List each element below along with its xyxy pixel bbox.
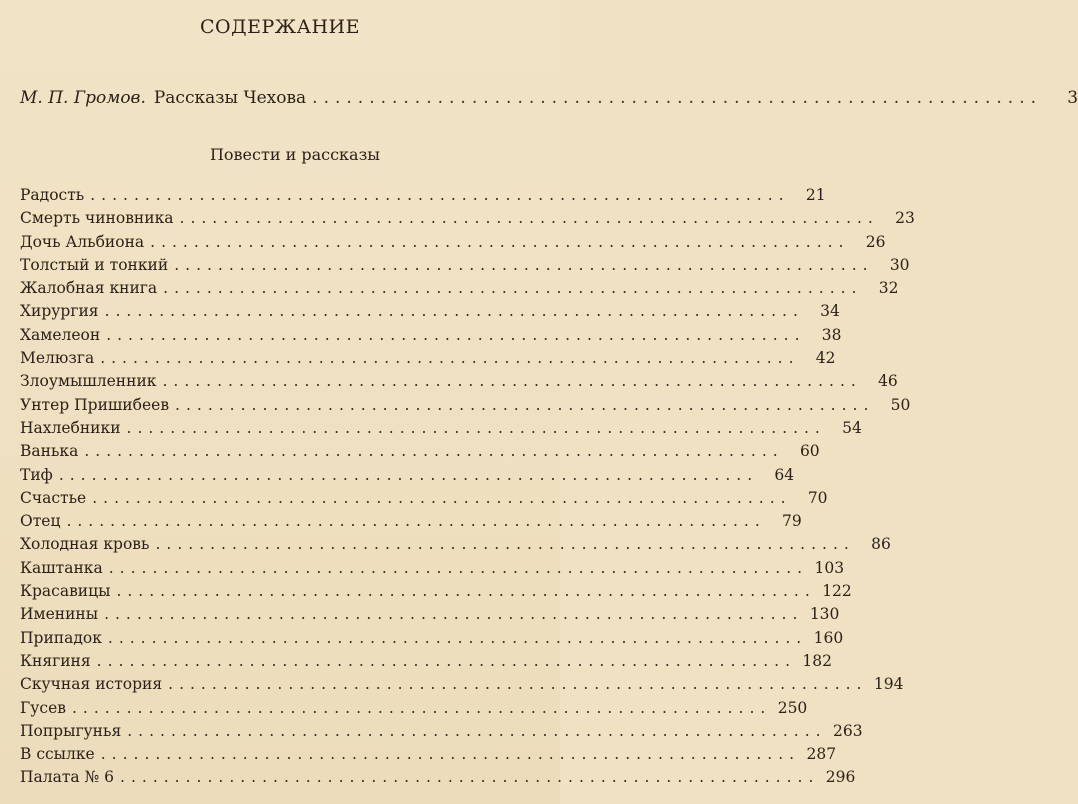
dot-leader: ................................................................ xyxy=(58,465,759,484)
toc-entry xyxy=(20,232,886,256)
toc-entry-title: В ссылке xyxy=(20,745,95,764)
toc-entry-page-number: 42 xyxy=(815,349,836,368)
toc-entry-title: Гусев xyxy=(20,698,66,717)
section-heading: Повести и рассказы xyxy=(209,145,381,164)
dot-leader: ................................................................ xyxy=(150,232,850,251)
toc-entry-page-number: 26 xyxy=(865,232,886,251)
toc-entry xyxy=(20,349,836,372)
dot-leader: ................................................................ xyxy=(108,558,809,577)
toc-entry-page-number: 79 xyxy=(782,512,802,531)
toc-entry xyxy=(20,279,899,302)
toc-entry xyxy=(20,535,891,558)
intro-author: М. П. Громов. xyxy=(20,88,146,108)
toc-entry-page-number: 38 xyxy=(821,325,842,344)
toc-entry-page-number: 46 xyxy=(878,372,898,391)
intro-entry xyxy=(20,88,1078,108)
dot-leader: ................................................................ xyxy=(100,745,801,764)
dot-leader: ................................................................ xyxy=(162,372,862,391)
dot-leader: ................................................................ xyxy=(179,209,879,228)
toc-entry-page-number: 32 xyxy=(878,279,899,298)
dot-leader: ................................................................ xyxy=(107,628,808,647)
dot-leader: ................................................................ xyxy=(92,488,792,507)
toc-entry-title: Радость xyxy=(20,186,85,204)
intro-work-title: Рассказы Чехова xyxy=(153,88,307,108)
toc-entry-page-number: 30 xyxy=(889,255,910,274)
toc-entry-title: Каштанка xyxy=(20,558,103,577)
dot-leader: ................................................................ xyxy=(175,395,875,414)
dot-leader: ................................................................ xyxy=(66,512,766,531)
toc-entry-page-number: 194 xyxy=(873,675,904,694)
toc-entry-page-number: 296 xyxy=(825,768,856,787)
toc-entry xyxy=(20,418,862,442)
dot-leader: ................................................................ xyxy=(106,325,806,344)
toc-entry xyxy=(20,768,856,791)
toc-entry-title: Хирургия xyxy=(20,302,99,321)
toc-entry-page-number: 23 xyxy=(895,209,915,228)
toc-entry-title: Именины xyxy=(20,605,99,624)
dot-leader: ................................................................ xyxy=(104,302,804,321)
dot-leader: ................................................................ xyxy=(100,349,800,368)
toc-entry-title: Припадок xyxy=(20,628,102,647)
toc-entry-page-number: 287 xyxy=(806,745,837,764)
toc-entry-page-number: 64 xyxy=(774,465,795,484)
toc-entry xyxy=(20,325,842,349)
toc-entry-title: Красавицы xyxy=(20,582,111,601)
dot-leader: ................................................................ xyxy=(312,88,1043,108)
toc-entry-title: Отец xyxy=(20,512,61,531)
dot-leader: ................................................................ xyxy=(120,768,820,787)
toc-entry-title: Попрыгунья xyxy=(20,721,122,740)
dot-leader: ................................................................ xyxy=(90,186,790,204)
toc-entry xyxy=(20,302,840,325)
toc-entry-title: Ванька xyxy=(20,442,79,461)
dot-leader: ................................................................ xyxy=(174,255,874,274)
dot-leader: ................................................................ xyxy=(155,535,855,554)
toc-entry-page-number: 263 xyxy=(832,721,863,740)
toc-entry-page-number: 86 xyxy=(871,535,891,554)
toc-entry xyxy=(20,255,910,279)
intro-page-number: 3 xyxy=(1067,88,1078,108)
dot-leader: ................................................................ xyxy=(163,279,863,298)
toc-entry xyxy=(20,558,845,582)
toc-entry-page-number: 21 xyxy=(805,186,826,204)
toc-entry-page-number: 103 xyxy=(814,558,845,577)
toc-list xyxy=(20,186,915,792)
toc-entry-title: Мелюзга xyxy=(20,349,95,368)
dot-leader: ................................................................ xyxy=(168,675,868,694)
toc-entry-title: Жалобная книга xyxy=(20,279,158,298)
toc-entry-page-number: 250 xyxy=(777,698,808,717)
dot-leader: ................................................................ xyxy=(127,721,827,740)
toc-entry xyxy=(20,605,840,628)
toc-entry-page-number: 54 xyxy=(842,418,862,437)
toc-entry-page-number: 70 xyxy=(807,488,828,507)
toc-entry-page-number: 130 xyxy=(809,605,840,624)
toc-entry-title: Дочь Альбиона xyxy=(20,232,145,251)
toc-entry xyxy=(20,628,844,652)
toc-entry xyxy=(20,651,832,675)
toc-entry-page-number: 34 xyxy=(820,302,840,321)
toc-entry-title: Толстый и тонкий xyxy=(20,255,169,274)
toc-entry-title: Холодная кровь xyxy=(20,535,150,554)
toc-entry-page-number: 60 xyxy=(799,442,820,461)
dot-leader: ................................................................ xyxy=(96,651,796,670)
toc-entry-title: Княгиня xyxy=(20,651,91,670)
toc-entry xyxy=(20,465,795,489)
dot-leader: ................................................................ xyxy=(104,605,804,624)
dot-leader: ................................................................ xyxy=(71,698,772,717)
toc-entry xyxy=(20,512,802,535)
toc-entry-title: Нахлебники xyxy=(20,418,121,437)
toc-entry xyxy=(20,442,820,465)
toc-entry xyxy=(20,488,828,512)
dot-leader: ................................................................ xyxy=(126,418,826,437)
toc-entry xyxy=(20,582,852,605)
toc-entry-page-number: 50 xyxy=(890,395,911,414)
toc-entry-title: Смерть чиновника xyxy=(20,209,174,228)
toc-entry xyxy=(20,372,898,395)
dot-leader: ................................................................ xyxy=(84,442,784,461)
toc-entry-page-number: 182 xyxy=(802,651,832,670)
toc-entry-title: Палата № 6 xyxy=(20,768,115,787)
page-title: СОДЕРЖАНИЕ xyxy=(200,16,360,38)
toc-entry xyxy=(20,698,808,722)
dot-leader: ................................................................ xyxy=(116,582,816,601)
toc-entry xyxy=(20,745,837,768)
toc-entry-title: Хамелеон xyxy=(20,325,101,344)
toc-entry-title: Унтер Пришибеев xyxy=(20,395,170,414)
toc-entry-title: Скучная история xyxy=(20,675,163,694)
toc-entry-page-number: 122 xyxy=(822,582,852,601)
toc-entry xyxy=(20,209,915,232)
toc-entry xyxy=(20,675,904,698)
toc-entry xyxy=(20,186,826,209)
toc-entry-title: Счастье xyxy=(20,488,87,507)
toc-entry-page-number: 160 xyxy=(813,628,844,647)
toc-entry xyxy=(20,395,911,419)
toc-entry xyxy=(20,721,863,745)
toc-entry-title: Злоумышленник xyxy=(20,372,157,391)
toc-entry-title: Тиф xyxy=(20,465,53,484)
